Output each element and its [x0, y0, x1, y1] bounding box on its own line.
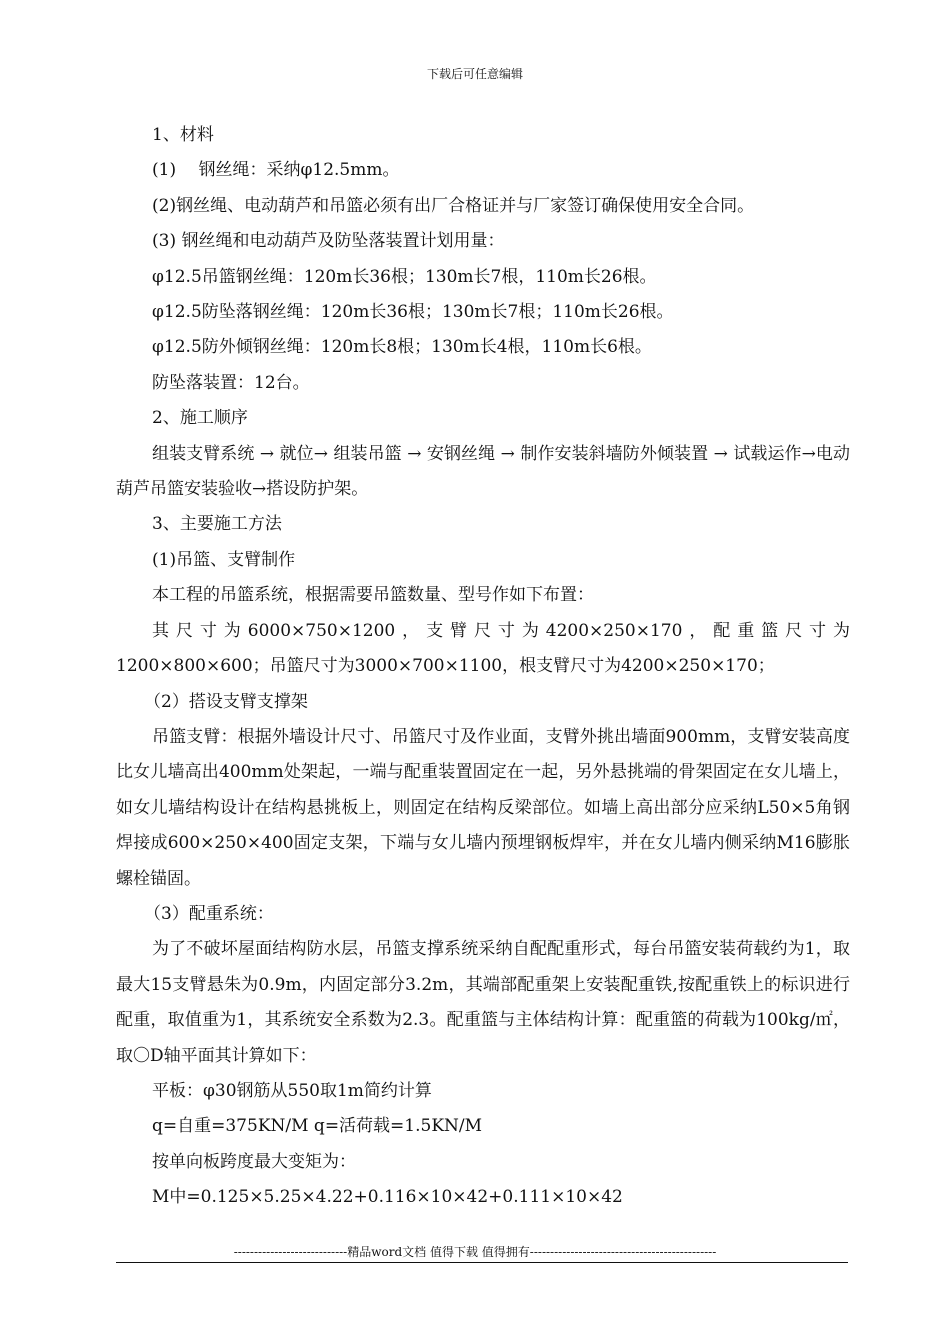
paragraph-dimensions: 其尺寸为6000×750×1200，支臂尺寸为4200×250×170，配重篮尺寸为1200×800×600；吊篮尺寸为3000×700×1100，根支臂尺寸为4200×250×170；	[116, 620, 850, 677]
section-heading-materials: 1、材料	[152, 125, 214, 145]
paragraph-line: 本工程的吊篮系统，根据需要吊篮数量、型号作如下布置：	[152, 585, 594, 606]
paragraph-line: (1) 钢丝绳：采纳φ12.5mm。	[152, 160, 400, 181]
page-header: 下载后可任意编辑	[426, 67, 523, 81]
paragraph-line: 防坠落装置：12台。	[152, 372, 310, 393]
section-heading-methods: 3、主要施工方法	[152, 514, 282, 535]
paragraph-line: (2)钢丝绳、电动葫芦和吊篮必须有出厂合格证并与厂家签订确保使用安全合同。	[152, 195, 755, 216]
paragraph-counterweight: 为了不破坏屋面结构防水层，吊篮支撑系统采纳自配配重形式，每台吊篮安装荷载约为1，取最大15支臂悬朱为0.9m，内固定部分3.2m，其端部配重架上安装配重铁,按配重铁上的标识进行配重，取值重为1，其系统安全系数为2.3。配重篮与主体结构计算：配重篮的荷载为100kg/㎡，取〇D轴平面其计算如下：	[116, 939, 850, 1066]
subsection-heading: （3）配重系统：	[144, 903, 274, 924]
paragraph-line: φ12.5吊篮钢丝绳：120m长36根；130m长7根，110m长26根。	[152, 266, 657, 287]
footer-rule	[116, 1262, 848, 1263]
paragraph-line: (3) 钢丝绳和电动葫芦及防坠落装置计划用量：	[152, 231, 505, 252]
paragraph-line: φ12.5防外倾钢丝绳：120m长8根；130m长4根，110m长6根。	[152, 337, 652, 358]
formula-line: M中=0.125×5.25×4.22+0.116×10×42+0.111×10×42	[152, 1187, 623, 1208]
subsection-heading: （2）搭设支臂支撑架	[144, 691, 308, 712]
subsection-heading: (1)吊篮、支臂制作	[152, 549, 296, 570]
formula-line: q=自重=375KN/M q=活荷载=1.5KN/M	[152, 1116, 483, 1137]
paragraph-support-arm: 吊篮支臂：根据外墙设计尺寸、吊篮尺寸及作业面，支臂外挑出墙面900mm，支臂安装高度比女儿墙高出400mm处架起，一端与配重装置固定在一起，另外悬挑端的骨架固定在女儿墙上，如女儿墙结构设计在结构悬挑板上，则固定在结构反梁部位。如墙上高出部分应采纳L50×5角钢焊接成600×250×400固定支架，下端与女儿墙内预埋钢板焊牢，并在女儿墙内侧采纳M16膨胀螺栓锚固。	[116, 726, 850, 889]
section-heading-sequence: 2、施工顺序	[152, 408, 248, 429]
document-body	[116, 118, 850, 1216]
paragraph-line: 平板：φ30钢筋从550取1m简约计算	[152, 1080, 432, 1101]
paragraph-sequence: 组装支臂系统 → 就位→ 组装吊篮 → 安钢丝绳 → 制作安装斜墙防外倾装置 → 试载运作→电动葫芦吊篮安装验收→搭设防护架。	[116, 443, 850, 500]
paragraph-line: φ12.5防坠落钢丝绳：120m长36根；130m长7根；110m长26根。	[152, 302, 674, 323]
paragraph-line: 按单向板跨度最大变矩为：	[152, 1151, 356, 1172]
page-footer: ----------------------------精品word文档 值得下载 值得拥有----------------------------------------------	[233, 1245, 717, 1259]
